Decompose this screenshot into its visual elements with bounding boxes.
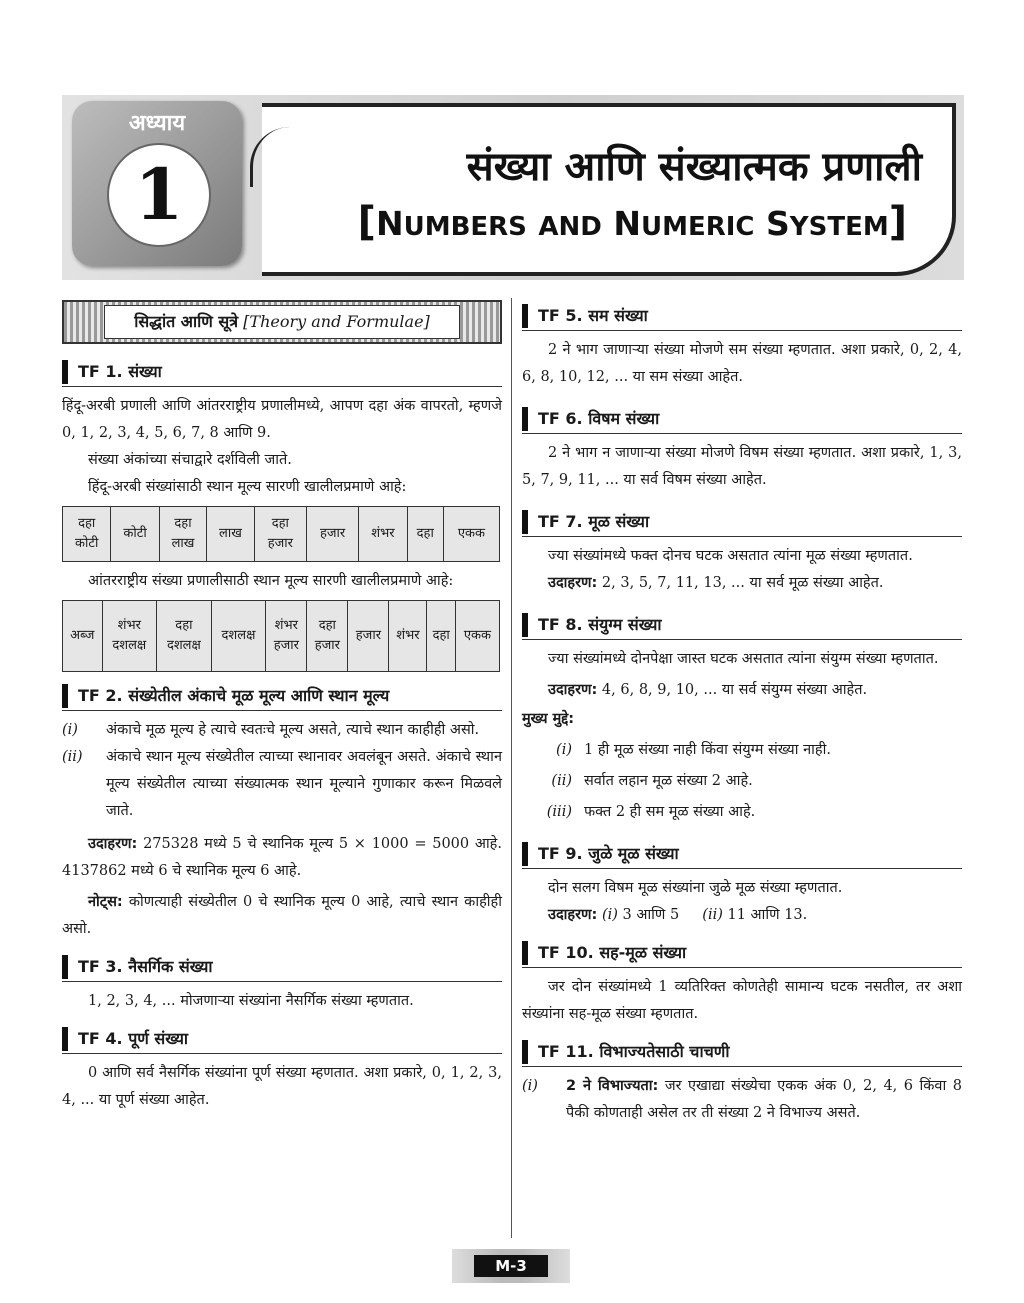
table-cell: एकक [455, 601, 499, 672]
tf7-heading: TF 7. मूळ संख्या [522, 508, 962, 537]
tf8-text: ज्या संख्यांमध्ये दोनपेक्षा जास्त घटक असतात त्यांना संयुग्म संख्या म्हणतात. [548, 651, 939, 667]
table-cell: दशलक्ष [211, 601, 266, 672]
tf8-heading: TF 8. संयुग्म संख्या [522, 611, 962, 640]
right-column [522, 300, 962, 1127]
tf5-heading: TF 5. सम संख्या [522, 302, 962, 331]
tf7-text: ज्या संख्यांमध्ये फक्त दोनच घटक असतात त्यांना मूळ संख्या म्हणतात. [548, 548, 913, 564]
table-cell: लाख [207, 507, 254, 562]
table-cell: हजार [348, 601, 389, 672]
column-divider [511, 298, 512, 1238]
table-cell: शंभर दशलक्ष [102, 601, 157, 672]
theory-title-marathi: सिद्धांत आणि सूत्रे [134, 312, 239, 331]
chapter-title-english: [NUMBERS AND NUMERIC SYSTEM] [357, 199, 907, 245]
tf2-heading: TF 2. संख्येतील अंकाचे मूळ मूल्य आणि स्थान मूल्य [62, 682, 502, 711]
table-cell: शंभर [389, 601, 427, 672]
table-cell: कोटी [111, 507, 159, 562]
key-point: (i) 1 ही मूळ संख्या नाही किंवा संयुग्म संख्या नाही. [556, 742, 831, 758]
table-cell: दहा [407, 507, 443, 562]
table-cell: दहा हजार [307, 601, 348, 672]
left-column [62, 300, 502, 1114]
theory-banner [62, 300, 502, 344]
chapter-title-marathi: संख्या आणि संख्यात्मक प्रणाली [466, 144, 922, 190]
tf5-text: 2 ने भाग जाणाऱ्या संख्या मोजणे सम संख्या म्हणतात. अशा प्रकारे, 0, 2, 4, 6, 8, 10, 12, ... या सम संख्या आहेत. [522, 342, 962, 385]
list-item: (i) 2 ने विभाज्यता: जर एखाद्या संख्येचा एकक अंक 0, 2, 4, 6 किंवा 8 पैकी कोणताही असेल तर ती संख्या 2 ने विभाज्य असते. [522, 1078, 962, 1121]
table-cell: शंभर हजार [266, 601, 307, 672]
tf3-text: 1, 2, 3, 4, ... मोजणाऱ्या संख्यांना नैसर्गिक संख्या म्हणतात. [88, 993, 414, 1009]
tf10-text: जर दोन संख्यांमध्ये 1 व्यतिरिक्त कोणतेही सामान्य घटक नसतील, तर अशा संख्यांना सह-मूळ संख्या म्हणतात. [522, 979, 962, 1022]
tf8-example: उदाहरण: 4, 6, 8, 9, 10, ... या सर्व संयुग्म संख्या आहेत. [548, 682, 868, 698]
chapter-badge [72, 101, 242, 266]
table-cell: दहा लाख [159, 507, 206, 562]
key-point: (iii) फक्त 2 ही सम मूळ संख्या आहे. [546, 804, 756, 820]
page-number-tab [452, 1249, 570, 1283]
chapter-header [62, 95, 964, 280]
tf2-note: नोट्स: कोणत्याही संख्येतील 0 चे स्थानिक मूल्य 0 आहे, त्याचे स्थान काहीही असो. [62, 894, 502, 937]
tf4-text: 0 आणि सर्व नैसर्गिक संख्यांना पूर्ण संख्या म्हणतात. अशा प्रकारे, 0, 1, 2, 3, 4, ... या पूर्ण संख्या आहेत. [62, 1065, 502, 1108]
table-cell: शंभर [359, 507, 407, 562]
tf1-paragraph: आंतरराष्ट्रीय संख्या प्रणालीसाठी स्थान मूल्य सारणी खालीलप्रमाणे आहे: [88, 573, 454, 589]
theory-title-english: [Theory and Formulae] [243, 312, 430, 331]
tf3-heading: TF 3. नैसर्गिक संख्या [62, 953, 502, 982]
page-number: M-3 [474, 1255, 548, 1277]
tf2-example: उदाहरण: 275328 मध्ये 5 चे स्थानिक मूल्य 5 × 1000 = 5000 आहे. 4137862 मध्ये 6 चे स्थानिक मूल्य 6 आहे. [62, 836, 502, 879]
tf7-example: उदाहरण: 2, 3, 5, 7, 11, 13, ... या सर्व मूळ संख्या आहेत. [548, 575, 884, 591]
table-cell: दहा दशलक्ष [157, 601, 212, 672]
tf1-heading: TF 1. संख्या [62, 358, 502, 387]
tf6-text: 2 ने भाग न जाणाऱ्या संख्या मोजणे विषम संख्या म्हणतात. अशा प्रकारे, 1, 3, 5, 7, 9, 11, ... या सर्व विषम संख्या आहेत. [522, 445, 962, 488]
table-cell: दहा हजार [254, 507, 306, 562]
tf1-paragraph: हिंदू-अरबी संख्यांसाठी स्थान मूल्य सारणी खालीलप्रमाणे आहे: [88, 479, 407, 495]
tf6-heading: TF 6. विषम संख्या [522, 405, 962, 434]
chapter-word: अध्याय [128, 111, 186, 136]
table-cell: हजार [306, 507, 358, 562]
tf1-paragraph: संख्या अंकांच्या संचाद्वारे दर्शविली जाते. [88, 452, 292, 468]
tf9-heading: TF 9. जुळे मूळ संख्या [522, 840, 962, 869]
table-cell: एकक [443, 507, 499, 562]
list-item: (i) अंकाचे मूळ मूल्य हे त्याचे स्वतःचे मूल्य असते, त्याचे स्थान काहीही असो. [62, 722, 480, 738]
list-item: (ii) अंकाचे स्थान मूल्य संख्येतील त्याच्या स्थानावर अवलंबून असते. अंकाचे स्थान मूल्य संख्येतील त्याच्या संख्यात्मक स्थान मूल्याने गुणाकार करून मिळवले जाते. [62, 749, 502, 819]
chapter-number: 1 [107, 143, 211, 247]
hindu-arabic-place-value-table [62, 506, 500, 562]
international-place-value-table [62, 600, 500, 672]
tf11-heading: TF 11. विभाज्यतेसाठी चाचणी [522, 1038, 962, 1067]
key-point: (ii) सर्वात लहान मूळ संख्या 2 आहे. [551, 773, 753, 789]
tf10-heading: TF 10. सह-मूळ संख्या [522, 939, 962, 968]
tf9-text: दोन सलग विषम मूळ संख्यांना जुळे मूळ संख्या म्हणतात. [548, 880, 843, 896]
tf9-example: उदाहरण: (i) 3 आणि 5 (ii) 11 आणि 13. [548, 907, 808, 923]
table-cell: दहा [427, 601, 455, 672]
table-cell: दहा कोटी [63, 507, 111, 562]
key-points-label: मुख्य मुद्दे: [522, 711, 575, 727]
table-cell: अब्ज [63, 601, 103, 672]
tf1-paragraph: हिंदू-अरबी प्रणाली आणि आंतरराष्ट्रीय प्रणालीमध्ये, आपण दहा अंक वापरतो, म्हणजे 0, 1, 2, 3, 4, 5, 6, 7, 8 आणि 9. [62, 398, 502, 441]
tf4-heading: TF 4. पूर्ण संख्या [62, 1025, 502, 1054]
